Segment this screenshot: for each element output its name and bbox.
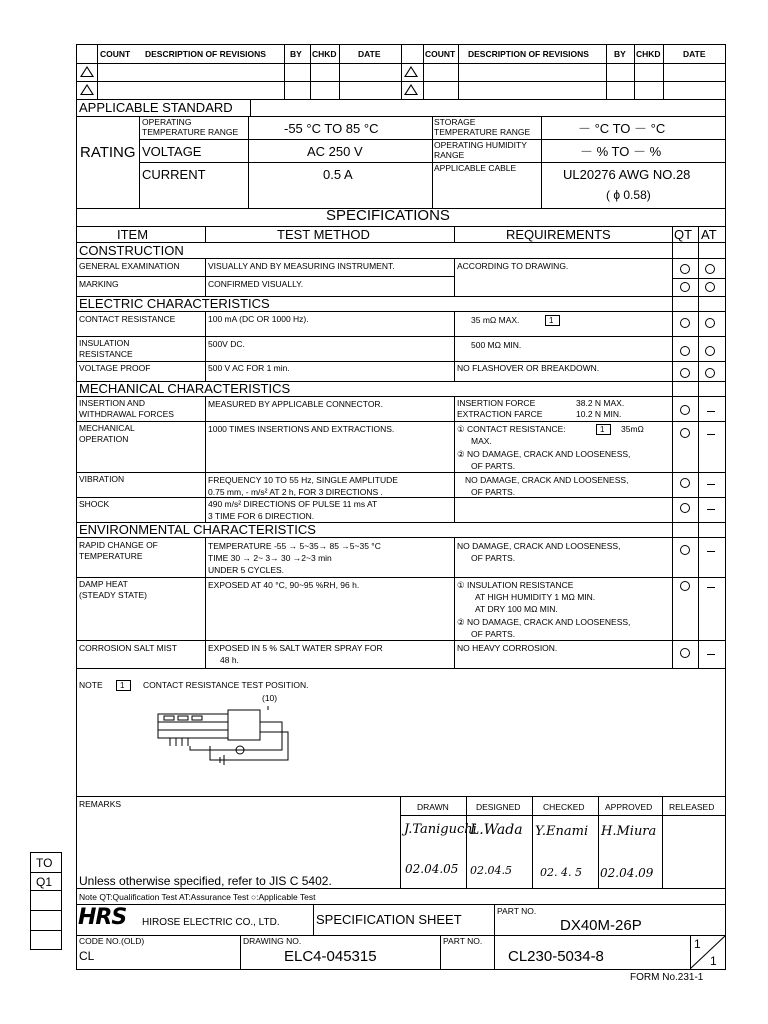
insertion-method: MEASURED BY APPLICABLE CONNECTOR. xyxy=(208,399,383,409)
insulation-req: 500 MΩ MIN. xyxy=(471,340,522,350)
contact-resistance-test-diagram xyxy=(150,700,300,770)
voltage-proof-item: VOLTAGE PROOF xyxy=(79,363,151,373)
form-number: FORM No.231-1 xyxy=(630,972,704,983)
marking-method: CONFIRMED VISUALLY. xyxy=(208,279,304,289)
company-name: HIROSE ELECTRIC CO., LTD. xyxy=(142,917,280,928)
storage-label-line2: TEMPERATURE RANGE xyxy=(434,127,531,137)
voltage-label: VOLTAGE xyxy=(142,144,202,159)
test-legend: Note QT:Qualification Test AT:Assurance Test ○:Applicable Test xyxy=(79,892,316,902)
qt-applicable-icon xyxy=(680,264,690,274)
insulation-item-line2: RESISTANCE xyxy=(79,349,133,359)
side-q1: Q1 xyxy=(36,875,53,889)
code-no-label: CODE NO.(OLD) xyxy=(79,936,145,946)
rev-col-by: BY xyxy=(290,49,302,59)
at-applicable-icon xyxy=(705,318,715,328)
vibration-req-line1: NO DAMAGE, CRACK AND LOOSENESS, xyxy=(465,475,629,485)
at-not-applicable xyxy=(707,587,715,588)
qt-applicable-icon xyxy=(680,581,690,591)
revision-triangle-icon xyxy=(80,84,94,95)
rev-col-count-2: COUNT xyxy=(425,49,456,59)
mech-op-req2b: OF PARTS. xyxy=(471,461,516,471)
side-to: TO xyxy=(36,856,53,870)
rev-col-date-2: DATE xyxy=(683,49,706,59)
hrs-logo: HRS xyxy=(78,905,127,930)
part-no2-label: PART NO. xyxy=(443,936,483,946)
damp-req-line2: AT HIGH HUMIDITY 1 MΩ MIN. xyxy=(475,592,596,602)
date-drawn: 02.04.05 xyxy=(405,862,459,876)
corrosion-method-line2: 48 h. xyxy=(220,655,239,665)
section-environmental: ENVIRONMENTAL CHARACTERISTICS xyxy=(79,522,316,537)
general-exam-req: ACCORDING TO DRAWING. xyxy=(457,261,569,271)
drawing-no-label: DRAWING NO. xyxy=(243,936,302,946)
qt-applicable-icon xyxy=(680,405,690,415)
mech-op-req1: ① CONTACT RESISTANCE: xyxy=(457,424,566,434)
damp-req-line4: ② NO DAMAGE, CRACK AND LOOSENESS, xyxy=(457,617,631,627)
mech-op-req1-value: 35mΩ xyxy=(621,424,644,434)
qt-applicable-icon xyxy=(680,478,690,488)
at-not-applicable xyxy=(707,484,715,485)
vibration-req-line2: OF PARTS. xyxy=(471,487,516,497)
qt-applicable-icon xyxy=(680,346,690,356)
voltage-proof-req: NO FLASHOVER OR BREAKDOWN. xyxy=(457,363,600,373)
col-test-method: TEST METHOD xyxy=(277,227,370,242)
cable-diameter: ( ϕ 0.58) xyxy=(606,188,651,202)
note-flag-1: 1 xyxy=(545,315,560,326)
approved-label: APPROVED xyxy=(605,802,653,812)
damp-req-line5: OF PARTS. xyxy=(471,629,516,639)
rapid-method-line1: TEMPERATURE -55 → 5~35→ 85 →5~35 °C xyxy=(208,541,381,551)
date-checked: 02. 4. 5 xyxy=(540,866,582,879)
shock-method-line1: 490 m/s² DIRECTIONS OF PULSE 11 ms AT xyxy=(208,499,378,509)
qt-applicable-icon xyxy=(680,428,690,438)
rev-col-count: COUNT xyxy=(100,49,131,59)
voltage-proof-method: 500 V AC FOR 1 min. xyxy=(208,363,290,373)
vibration-item: VIBRATION xyxy=(79,474,125,484)
extraction-force-value: 10.2 N MIN. xyxy=(576,409,622,419)
col-at: AT xyxy=(701,227,717,242)
qt-applicable-icon xyxy=(680,545,690,555)
mech-op-method: 1000 TIMES INSERTIONS AND EXTRACTIONS. xyxy=(208,424,395,434)
op-temp-value: -55 °C TO 85 °C xyxy=(284,121,379,136)
corrosion-req: NO HEAVY CORROSION. xyxy=(457,643,558,653)
sheet-number: 1 xyxy=(694,937,701,951)
rapid-method-line3: UNDER 5 CYCLES. xyxy=(208,565,285,575)
storage-value: － °C TO － °C xyxy=(578,121,666,136)
applicable-standard-label: APPLICABLE STANDARD xyxy=(79,100,233,115)
op-temp-label-line1: OPERATING xyxy=(142,117,192,127)
humidity-label-line2: RANGE xyxy=(434,150,465,160)
note-flag-1: 1 xyxy=(596,424,611,435)
revision-triangle-icon xyxy=(404,66,418,77)
insulation-method: 500V DC. xyxy=(208,339,245,349)
diagram-label: (10) xyxy=(262,693,278,703)
revision-triangle-icon xyxy=(404,84,418,95)
col-item: ITEM xyxy=(117,227,149,242)
shock-method-line2: 3 TIME FOR 6 DIRECTION. xyxy=(208,511,315,521)
at-not-applicable xyxy=(707,509,715,510)
note-label: NOTE xyxy=(79,680,103,690)
code-no-value: CL xyxy=(79,949,95,963)
rapid-method-line2: TIME 30 → 2~ 3→ 30 →2~3 min xyxy=(208,553,332,563)
rev-col-chkd-2: CHKD xyxy=(636,49,661,59)
contact-res-req: 35 mΩ MAX. xyxy=(471,315,520,325)
damp-item-line1: DAMP HEAT xyxy=(79,579,128,589)
date-approved: 02.04.09 xyxy=(600,866,654,880)
revision-triangle-icon xyxy=(80,66,94,77)
section-construction: CONSTRUCTION xyxy=(79,243,184,258)
part-no-label: PART NO. xyxy=(497,906,537,916)
insulation-item-line1: INSULATION xyxy=(79,338,130,348)
rapid-item-line1: RAPID CHANGE OF xyxy=(79,540,158,550)
general-exam-item: GENERAL EXAMINATION xyxy=(79,261,180,271)
qt-applicable-icon xyxy=(680,368,690,378)
rapid-item-line2: TEMPERATURE xyxy=(79,551,143,561)
marking-item: MARKING xyxy=(79,279,119,289)
at-not-applicable xyxy=(707,551,715,552)
at-applicable-icon xyxy=(705,264,715,274)
corrosion-item: CORROSION SALT MIST xyxy=(79,643,177,653)
designed-label: DESIGNED xyxy=(476,802,521,812)
insertion-item-line1: INSERTION AND xyxy=(79,398,145,408)
corrosion-method-line1: EXPOSED IN 5 % SALT WATER SPRAY FOR xyxy=(208,643,383,653)
contact-res-item: CONTACT RESISTANCE xyxy=(79,314,176,324)
at-applicable-icon xyxy=(705,282,715,292)
signature-drawn: J.Taniguchi xyxy=(404,822,477,837)
rev-col-date: DATE xyxy=(358,49,381,59)
drawn-label: DRAWN xyxy=(417,802,449,812)
col-requirements: REQUIREMENTS xyxy=(506,227,611,242)
signature-checked: Y.Enami xyxy=(535,824,589,839)
col-qt: QT xyxy=(674,227,693,242)
voltage-value: AC 250 V xyxy=(307,144,363,159)
at-not-applicable xyxy=(707,411,715,412)
mech-op-item-line1: MECHANICAL xyxy=(79,423,135,433)
note-flag-1: 1 xyxy=(116,680,131,691)
rev-col-description: DESCRIPTION OF REVISIONS xyxy=(145,49,266,59)
insertion-force-label: INSERTION FORCE xyxy=(457,398,536,408)
signature-designed: L.Wada xyxy=(470,822,523,838)
part-no-value: DX40M-26P xyxy=(560,917,642,934)
cable-label: APPLICABLE CABLE xyxy=(434,163,517,173)
qt-applicable-icon xyxy=(680,648,690,658)
rapid-req-line2: OF PARTS. xyxy=(471,553,516,563)
humidity-label-line1: OPERATING HUMIDITY xyxy=(434,140,527,150)
current-label: CURRENT xyxy=(142,167,206,182)
general-exam-method: VISUALLY AND BY MEASURING INSTRUMENT. xyxy=(208,261,395,271)
jis-note: Unless otherwise specified, refer to JIS C 5402. xyxy=(79,874,332,888)
part-no2-value: CL230-5034-8 xyxy=(508,948,604,965)
note-text: CONTACT RESISTANCE TEST POSITION. xyxy=(143,680,309,690)
date-designed: 02.04.5 xyxy=(470,864,512,877)
specifications-title: SPECIFICATIONS xyxy=(326,207,450,224)
vibration-method-line1: FREQUENCY 10 TO 55 Hz, SINGLE AMPLITUDE xyxy=(208,475,398,485)
op-temp-label-line2: TEMPERATURE RANGE xyxy=(142,127,239,137)
section-electric: ELECTRIC CHARACTERISTICS xyxy=(79,296,270,311)
mech-op-item-line2: OPERATION xyxy=(79,434,129,444)
damp-req-line1: ① INSULATION RESISTANCE xyxy=(457,580,574,590)
section-mechanical: MECHANICAL CHARACTERISTICS xyxy=(79,381,291,396)
shock-item: SHOCK xyxy=(79,499,110,509)
rapid-req-line1: NO DAMAGE, CRACK AND LOOSENESS, xyxy=(457,541,621,551)
mech-op-req2: ② NO DAMAGE, CRACK AND LOOSENESS, xyxy=(457,449,631,459)
extraction-force-label: EXTRACTION FARCE xyxy=(457,409,543,419)
rating-label: RATING xyxy=(80,144,136,161)
rev-col-by-2: BY xyxy=(614,49,626,59)
rev-col-description-2: DESCRIPTION OF REVISIONS xyxy=(468,49,589,59)
doc-type: SPECIFICATION SHEET xyxy=(316,912,462,927)
rev-col-chkd: CHKD xyxy=(312,49,337,59)
checked-label: CHECKED xyxy=(543,802,585,812)
at-not-applicable xyxy=(707,434,715,435)
current-value: 0.5 A xyxy=(323,167,353,182)
insertion-force-value: 38.2 N MAX. xyxy=(576,398,625,408)
at-applicable-icon xyxy=(705,346,715,356)
drawing-no-value: ELC4-045315 xyxy=(284,948,377,965)
humidity-value: － % TO － % xyxy=(580,144,662,159)
storage-label-line1: STORAGE xyxy=(434,117,476,127)
qt-applicable-icon xyxy=(680,503,690,513)
sheet-total: 1 xyxy=(710,954,717,968)
at-not-applicable xyxy=(707,654,715,655)
released-label: RELEASED xyxy=(669,802,715,812)
at-applicable-icon xyxy=(705,368,715,378)
qt-applicable-icon xyxy=(680,282,690,292)
damp-req-line3: AT DRY 100 MΩ MIN. xyxy=(475,604,558,614)
contact-res-method: 100 mA (DC OR 1000 Hz). xyxy=(208,314,309,324)
vibration-method-line2: 0.75 mm, - m/s² AT 2 h, FOR 3 DIRECTIONS . xyxy=(208,487,383,497)
mech-op-req1b: MAX. xyxy=(471,436,492,446)
insertion-item-line2: WITHDRAWAL FORCES xyxy=(79,409,174,419)
qt-applicable-icon xyxy=(680,318,690,328)
signature-approved: H.Miura xyxy=(601,824,657,839)
cable-value: UL20276 AWG NO.28 xyxy=(563,167,691,182)
damp-method: EXPOSED AT 40 °C, 90~95 %RH, 96 h. xyxy=(208,580,360,590)
remarks-label: REMARKS xyxy=(79,799,122,809)
damp-item-line2: (STEADY STATE) xyxy=(79,590,148,600)
